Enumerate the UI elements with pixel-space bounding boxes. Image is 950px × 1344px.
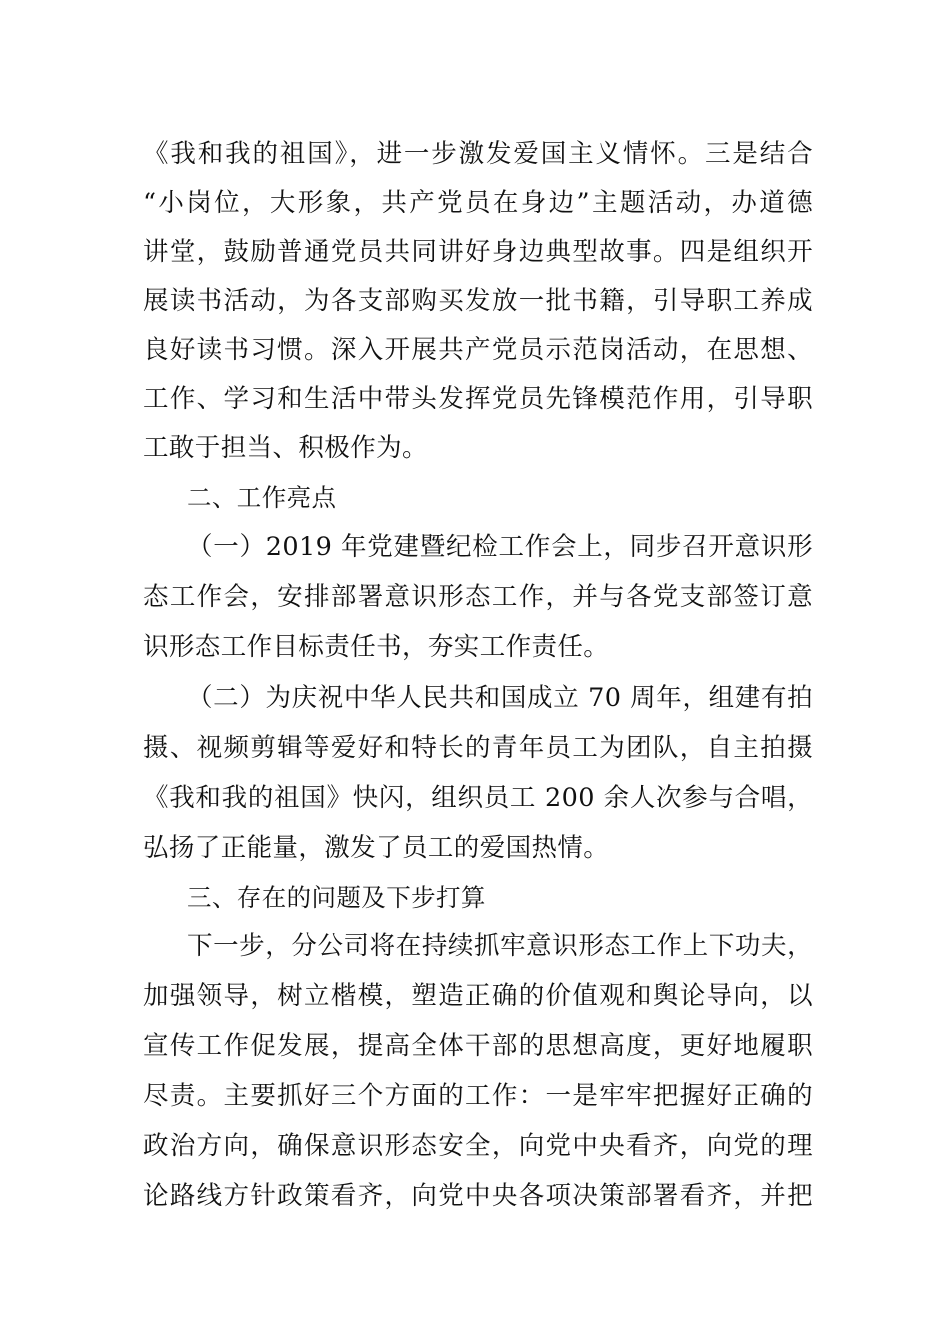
text-line: 宣传工作促发展，提高全体干部的思想高度，更好地履职	[143, 1031, 813, 1061]
text-line: 《我和我的祖国》快闪，组织员工 200 余人次参与合唱，	[143, 783, 813, 813]
text-line: 下一步，分公司将在持续抓牢意识形态工作上下功夫，	[187, 931, 813, 961]
text-line: （二）为庆祝中华人民共和国成立 70 周年，组建有拍	[187, 683, 813, 713]
text-line: 尽责。主要抓好三个方面的工作：一是牢牢把握好正确的	[143, 1081, 813, 1111]
text-line: 工作、学习和生活中带头发挥党员先锋模范作用，引导职	[143, 384, 813, 414]
text-line: 政治方向，确保意识形态安全，向党中央看齐，向党的理	[143, 1131, 813, 1161]
section-heading: 二、工作亮点	[187, 483, 337, 512]
text-line: 讲堂，鼓励普通党员共同讲好身边典型故事。四是组织开	[143, 237, 813, 267]
text-line: 论路线方针政策看齐，向党中央各项决策部署看齐，并把	[143, 1181, 813, 1211]
text-line: 《我和我的祖国》，进一步激发爱国主义情怀。三是结合	[143, 139, 813, 169]
text-line: 工敢于担当、积极作为。	[143, 433, 428, 463]
section-heading: 三、存在的问题及下步打算	[187, 883, 486, 912]
text-line: “小岗位，大形象，共产党员在身边”主题活动，办道德	[143, 188, 813, 218]
text-line: 摄、视频剪辑等爱好和特长的青年员工为团队，自主拍摄	[143, 733, 813, 763]
text-line: 良好读书习惯。深入开展共产党员示范岗活动，在思想、	[143, 335, 813, 365]
text-line: 弘扬了正能量，激发了员工的爱国热情。	[143, 833, 610, 863]
text-line: 展读书活动，为各支部购买发放一批书籍，引导职工养成	[143, 286, 813, 316]
text-line: （一）2019 年党建暨纪检工作会上，同步召开意识形	[187, 532, 813, 562]
text-line: 态工作会，安排部署意识形态工作，并与各党支部签订意	[143, 582, 813, 612]
text-line: 识形态工作目标责任书，夯实工作责任。	[143, 632, 610, 662]
text-line: 加强领导，树立楷模，塑造正确的价值观和舆论导向，以	[143, 981, 813, 1011]
